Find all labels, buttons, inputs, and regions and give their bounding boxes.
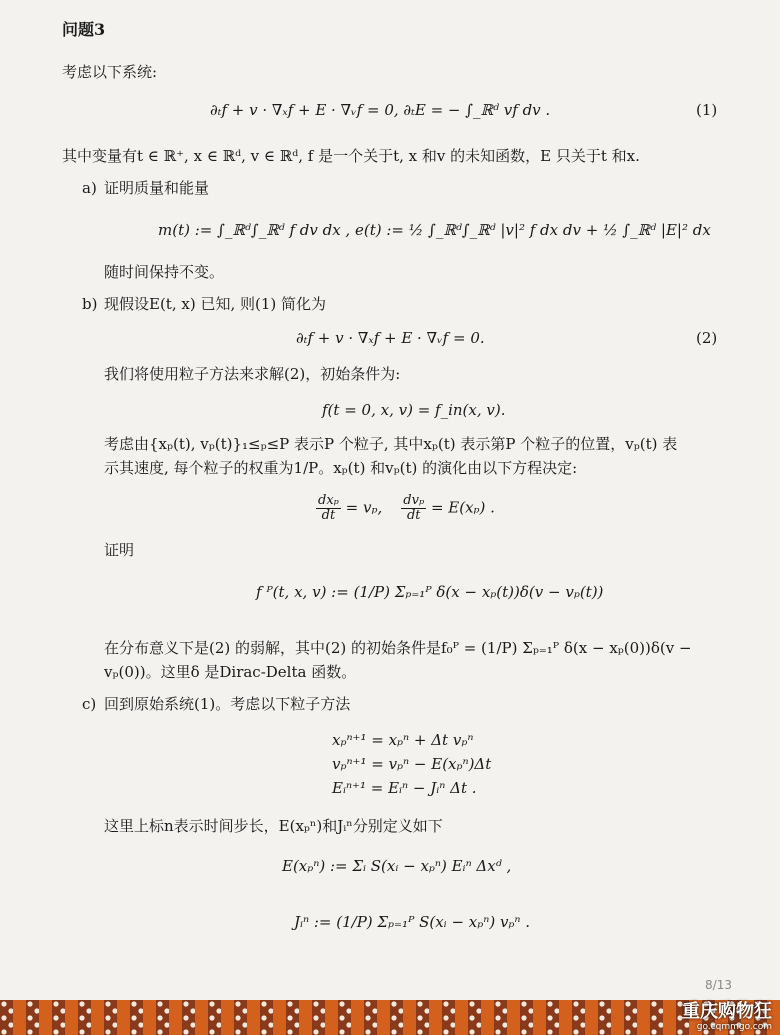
dotted-pattern bbox=[0, 1000, 780, 1035]
mass-energy-equation: m(t) := ∫_ℝᵈ∫_ℝᵈ f dv dx , e(t) := ½ ∫_ℝᵈ∫_ℝᵈ |v|² f dx dv + ½ ∫_ℝᵈ |E|² dx bbox=[158, 221, 711, 239]
part-b-label: b) bbox=[82, 295, 98, 313]
part-b-text: 现假设E(t, x) 已知, 则(1) 简化为 bbox=[104, 295, 326, 313]
part-b-line-3b: 示其速度, 每个粒子的权重为1/P。xₚ(t) 和vₚ(t) 的演化由以下方程决定: bbox=[104, 459, 578, 477]
part-c-label: c) bbox=[82, 695, 97, 713]
part-c-line-2: 这里上标n表示时间步长，E(xₚⁿ)和Jᵢⁿ分别定义如下 bbox=[104, 817, 443, 835]
part-b-line-4b: vₚ(0))。这里δ 是Dirac-Delta 函数。 bbox=[104, 663, 357, 681]
dv-fraction: $\frac{\text{dvₚ}}{dt}$ bbox=[403, 493, 425, 523]
prove-label: 证明 bbox=[104, 541, 135, 559]
equation-2-number: (2) bbox=[696, 329, 718, 347]
dx-rhs: = vₚ, bbox=[345, 498, 383, 517]
site-watermark-logo bbox=[682, 1002, 772, 1032]
equation-1: ∂ₜf + v · ∇ₓf + E · ∇ᵥf = 0, ∂ₜE = − ∫_ℝᵈ vf dv . bbox=[210, 101, 551, 119]
part-b-line-2: 我们将使用粒子方法来求解(2)，初始条件为: bbox=[104, 365, 401, 383]
definition-e: E(xₚⁿ) := Σᵢ S(xᵢ − xₚⁿ) Eᵢⁿ Δxᵈ , bbox=[282, 857, 512, 875]
part-b-line-4a: 在分布意义下是(2) 的弱解，其中(2) 的初始条件是f₀ᴾ = (1/P) Σₚ₌₁ᴾ δ(x − xₚ(0))δ(v − bbox=[104, 639, 692, 657]
logo-text: 重庆购物狂 bbox=[682, 1001, 772, 1022]
dv-rhs: = E(xₚ) . bbox=[430, 498, 495, 517]
part-a-text: 证明质量和能量 bbox=[104, 179, 210, 197]
decorative-footer-band bbox=[0, 1000, 780, 1035]
dx-fraction: $\frac{\text{dxₚ}}{dt}$ bbox=[318, 493, 339, 523]
part-c-text: 回到原始系统(1)。考虑以下粒子方法 bbox=[104, 695, 351, 713]
scheme-x-update: xₚⁿ⁺¹ = xₚⁿ + Δt vₚⁿ bbox=[332, 731, 474, 749]
initial-condition: f(t = 0, x, v) = f_in(x, v). bbox=[322, 401, 506, 419]
problem-title: 问题3 bbox=[62, 20, 106, 39]
page-number: 8/13 bbox=[705, 978, 732, 992]
part-b-line-3a: 考虑由{xₚ(t), vₚ(t)}₁≤ₚ≤P 表示P 个粒子, 其中xₚ(t) 表示第P 个粒子的位置，vₚ(t) 表 bbox=[104, 435, 678, 453]
equation-2: ∂ₜf + v · ∇ₓf + E · ∇ᵥf = 0. bbox=[296, 329, 485, 347]
definition-j: Jᵢⁿ := (1/P) Σₚ₌₁ᴾ S(xᵢ − xₚⁿ) vₚⁿ . bbox=[294, 913, 531, 931]
scheme-v-update: vₚⁿ⁺¹ = vₚⁿ − E(xₚⁿ)Δt bbox=[332, 755, 492, 773]
intro-text: 考虑以下系统: bbox=[62, 63, 158, 81]
scheme-e-update: Eᵢⁿ⁺¹ = Eᵢⁿ − Jᵢⁿ Δt . bbox=[332, 779, 477, 797]
empirical-distribution: f ᴾ(t, x, v) := (1/P) Σₚ₌₁ᴾ δ(x − xₚ(t))δ(v − vₚ(t)) bbox=[256, 583, 604, 601]
variables-line: 其中变量有t ∈ ℝ⁺, x ∈ ℝᵈ, v ∈ ℝᵈ, f 是一个关于t, x 和v 的未知函数，E 只关于t 和x. bbox=[62, 147, 640, 165]
part-a-conclusion: 随时间保持不变。 bbox=[104, 263, 225, 281]
particle-ode bbox=[316, 494, 495, 523]
part-a-label: a) bbox=[82, 179, 97, 197]
equation-1-number: (1) bbox=[696, 101, 718, 119]
logo-url: go.cqmmgo.com bbox=[696, 1022, 772, 1032]
